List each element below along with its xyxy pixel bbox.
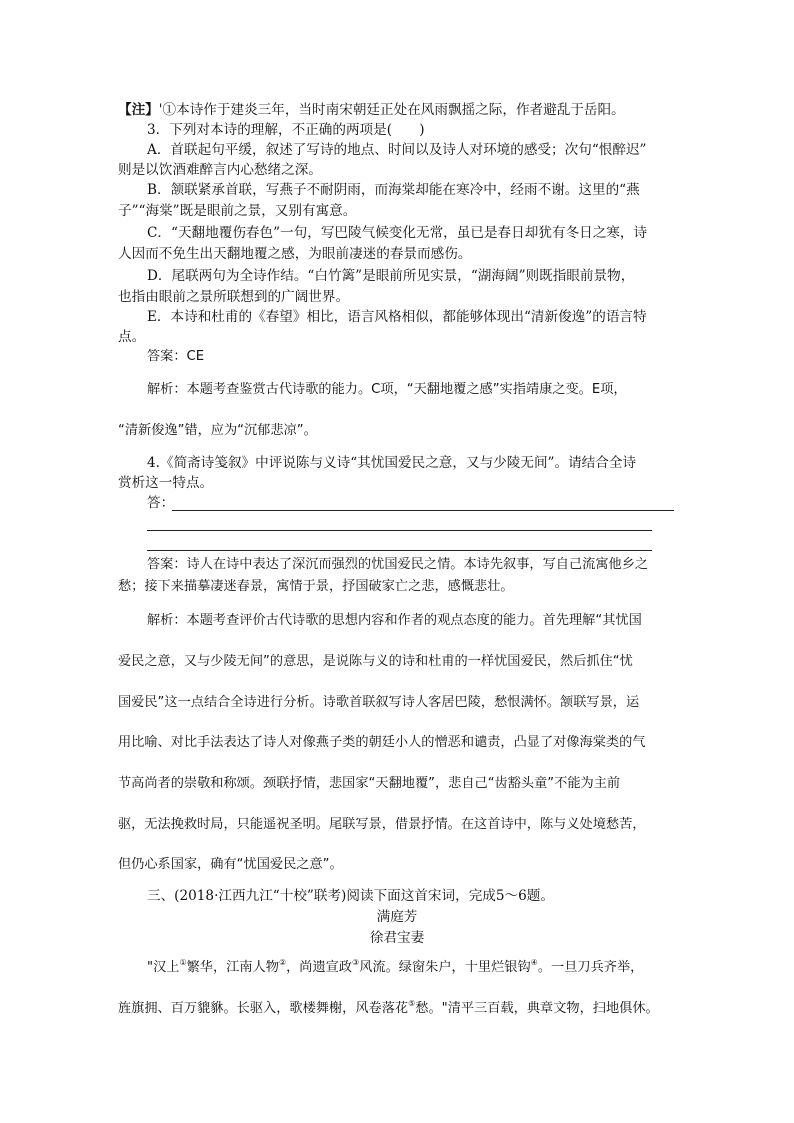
poem-text: ，尚遗宣政 (286, 960, 353, 975)
poem-text: 旌旗拥、百万貔貅。长驱入，歌楼舞榭，风卷落花 (118, 1001, 409, 1016)
footnote-marker: ③ (352, 958, 360, 967)
poem-text: "汉上 (147, 960, 180, 975)
q3-option-d-line2: 也指由眼前之景所联想到的广阔世界。 (118, 289, 350, 305)
q3-option-a-line2: 则是以饮酒难醉言内心愁绪之深。 (118, 162, 322, 178)
note-line (118, 100, 625, 120)
q4-analysis-line2: 爱民之意，又与少陵无间”的意思，是说陈与义的诗和杜甫的一样忧国爱民，然后抓住“忧 (118, 654, 633, 669)
answer-line-3 (147, 550, 652, 551)
note-text: '①本诗作于建炎三年，当时南宋朝廷正处在风雨飘摇之际，作者避乱于岳阳。 (158, 102, 625, 118)
poem-title: 满庭芳 (376, 909, 418, 925)
q4-analysis-line5: 节高尚者的崇敬和称颂。颈联抒情，悲国家“天翻地覆”，悲自己“齿豁头童”不能为主前 (118, 776, 621, 791)
q4-answer-line1: 答案：诗人在诗中表达了深沉而强烈的忧国爱民之情。本诗先叙事，写自己流寓他乡之 (147, 557, 649, 572)
section3-heading: 三、(2018·江西九江“十校”联考)阅读下面这首宋词，完成5～6题。 (147, 888, 554, 904)
poem-author: 徐君宝妻 (369, 930, 425, 946)
footnote-marker: ⑤ (408, 999, 416, 1008)
q3-analysis-line1: 解析：本题考查鉴赏古代诗歌的能力。C项，“天翻地覆之感”实指靖康之变。E项， (147, 382, 627, 397)
q4-answer-label: 答： (147, 495, 175, 511)
footnote-marker: ② (278, 958, 287, 967)
q3-option-c-line2: 人因而不免生出天翻地覆之感，为眼前凄迷的春景而感伤。 (118, 246, 472, 262)
q4-stem-line2: 赏析这一特点。 (118, 475, 214, 491)
answer-line-1 (172, 510, 674, 511)
q4-analysis-line4: 用比喻、对比手法表达了诗人对像燕子类的朝廷小人的憎恶和谴责，凸显了对像海棠类的气 (118, 735, 646, 750)
poem-text: 。一旦刀兵齐举， (537, 960, 644, 975)
poem-text: 风流。绿窗朱户，十里烂银钩 (359, 960, 531, 975)
q3-option-d-line1: D．尾联两句为全诗作结。“白竹篱”是眼前所见实景，“湖海阔”则既指眼前景物， (147, 268, 635, 284)
q3-option-b-line2: 子”“海棠”既是眼前之景，又别有寓意。 (118, 203, 357, 219)
poem-line-1 (147, 958, 643, 978)
q3-option-a-line1: A．首联起句平缓，叙述了写诗的地点、时间以及诗人对环境的感受；次句“恨醉迟” (147, 142, 647, 158)
footnote-marker: ④ (530, 958, 538, 967)
footnote-marker: ① (179, 958, 187, 967)
q3-option-e-line1: E．本诗和杜甫的《春望》相比，语言风格相似，都能够体现出“清新俊逸”的语言特 (147, 309, 647, 325)
q4-analysis-line3: 国爱民”这一点结合全诗进行分析。诗歌首联叙写诗人客居巴陵，愁恨满怀。颔联写景，运 (118, 695, 640, 710)
q3-option-c-line1: C．“天翻地覆伤春色”一句，写巴陵气候变化无常，虽已是春日却犹有冬日之寒，诗 (147, 225, 648, 241)
answer-line-2 (147, 530, 652, 531)
note-bracket: 【注】 (118, 102, 159, 118)
poem-text: 繁华，江南人物 (186, 960, 279, 975)
poem-text: 愁。"清平三百载，典章文物，扫地俱休。 (415, 1001, 659, 1016)
q3-analysis-line2: “清新俊逸”错，应为“沉郁悲凉”。 (118, 423, 317, 438)
q3-stem: 3．下列对本诗的理解，不正确的两项是( ) (147, 122, 425, 138)
q4-answer-line2: 愁；接下来描摹凄迷春景，寓情于景，抒国破家亡之悲，感慨悲壮。 (118, 579, 514, 594)
q3-option-b-line1: B．颔联紧承首联，写燕子不耐阴雨，而海棠却能在寒冷中，经雨不谢。这里的“燕 (147, 182, 640, 198)
q4-analysis-line6: 驱，无法挽救时局，只能遥祝圣明。尾联写景，借景抒情。在这首诗中，陈与义处境愁苦， (118, 817, 646, 832)
q4-stem-line1: 4.《简斋诗笺叙》中评说陈与义诗“其忧国爱民之意，又与少陵无间”。请结合全诗 (147, 455, 637, 471)
q4-analysis-line7: 但仍心系国家，确有“忧国爱民之意”。 (118, 857, 343, 872)
q3-answer: 答案：CE (147, 349, 205, 364)
q4-analysis-line1: 解析：本题考查评价古代诗歌的思想内容和作者的观点态度的能力。首先理解“其忧国 (147, 613, 642, 628)
poem-line-2 (118, 999, 659, 1019)
q3-option-e-line2: 点。 (118, 329, 146, 345)
